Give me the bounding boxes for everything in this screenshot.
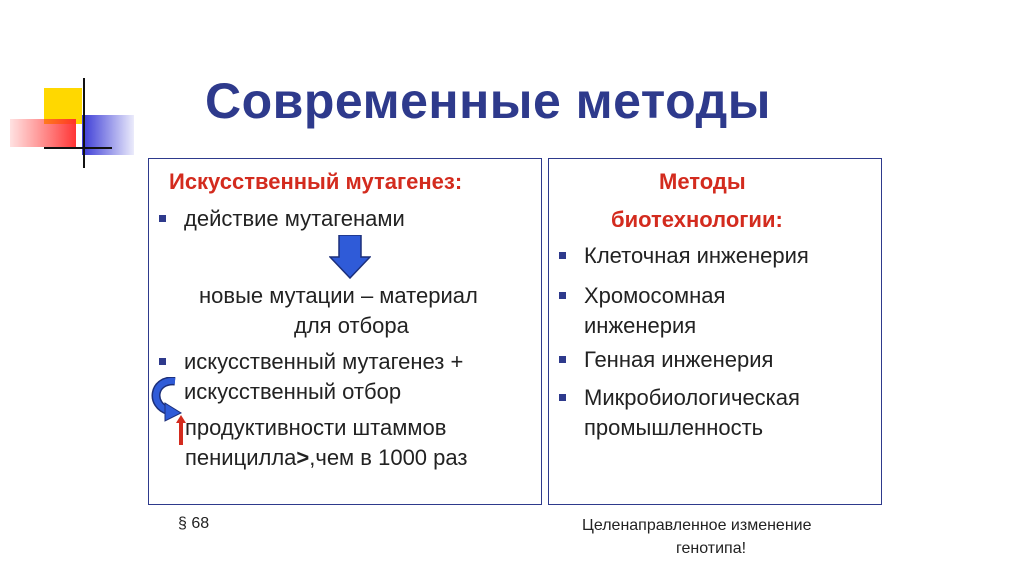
list-item-text: Клеточная инженерия xyxy=(584,243,809,268)
result-text-line1: новые мутации – материал xyxy=(199,283,478,308)
list-item-text: искусственный мутагенез + xyxy=(184,349,464,374)
mutagenesis-heading: Искусственный мутагенез: xyxy=(169,169,463,194)
list-item xyxy=(559,281,725,341)
corner-decoration xyxy=(0,0,140,180)
bullet-icon xyxy=(559,356,566,363)
list-item-text: инженерия xyxy=(584,313,697,338)
productivity-line1: продуктивности штаммов xyxy=(185,415,447,440)
list-item-text: искусственный отбор xyxy=(184,379,402,404)
list-item-text: Микробиологическая xyxy=(584,385,800,410)
list-item-text: Хромосомная xyxy=(584,283,726,308)
paragraph-reference: § 68 xyxy=(178,515,210,532)
biotech-panel xyxy=(548,158,882,505)
productivity-pre: пеницилла xyxy=(185,445,297,470)
list-item xyxy=(559,345,773,375)
mutagenesis-panel xyxy=(148,158,542,505)
bullet-icon xyxy=(159,215,166,222)
bullet-icon xyxy=(159,358,166,365)
productivity-line2 xyxy=(185,443,467,473)
footer-note-line2: генотипа! xyxy=(676,540,747,557)
list-item-text: действие мутагенами xyxy=(184,206,405,231)
list-item xyxy=(159,204,405,234)
list-item xyxy=(159,347,463,407)
list-item xyxy=(559,383,800,443)
greater-than-symbol: > xyxy=(296,445,310,470)
biotech-heading-line1: Методы xyxy=(659,169,746,194)
bullet-icon xyxy=(559,394,566,401)
list-item-text: Генная инженерия xyxy=(584,347,774,372)
list-item-text: промышленность xyxy=(584,415,764,440)
list-item xyxy=(559,241,809,271)
bullet-icon xyxy=(559,292,566,299)
biotech-heading-line2: биотехнологии: xyxy=(611,207,783,232)
bullet-icon xyxy=(559,252,566,259)
down-arrow-icon xyxy=(329,235,371,279)
page-title: Современные методы xyxy=(205,73,771,129)
result-text-line2: для отбора xyxy=(294,313,409,338)
footer-note-line1: Целенаправленное изменение xyxy=(582,517,812,534)
productivity-post: ,чем в 1000 раз xyxy=(309,445,468,470)
